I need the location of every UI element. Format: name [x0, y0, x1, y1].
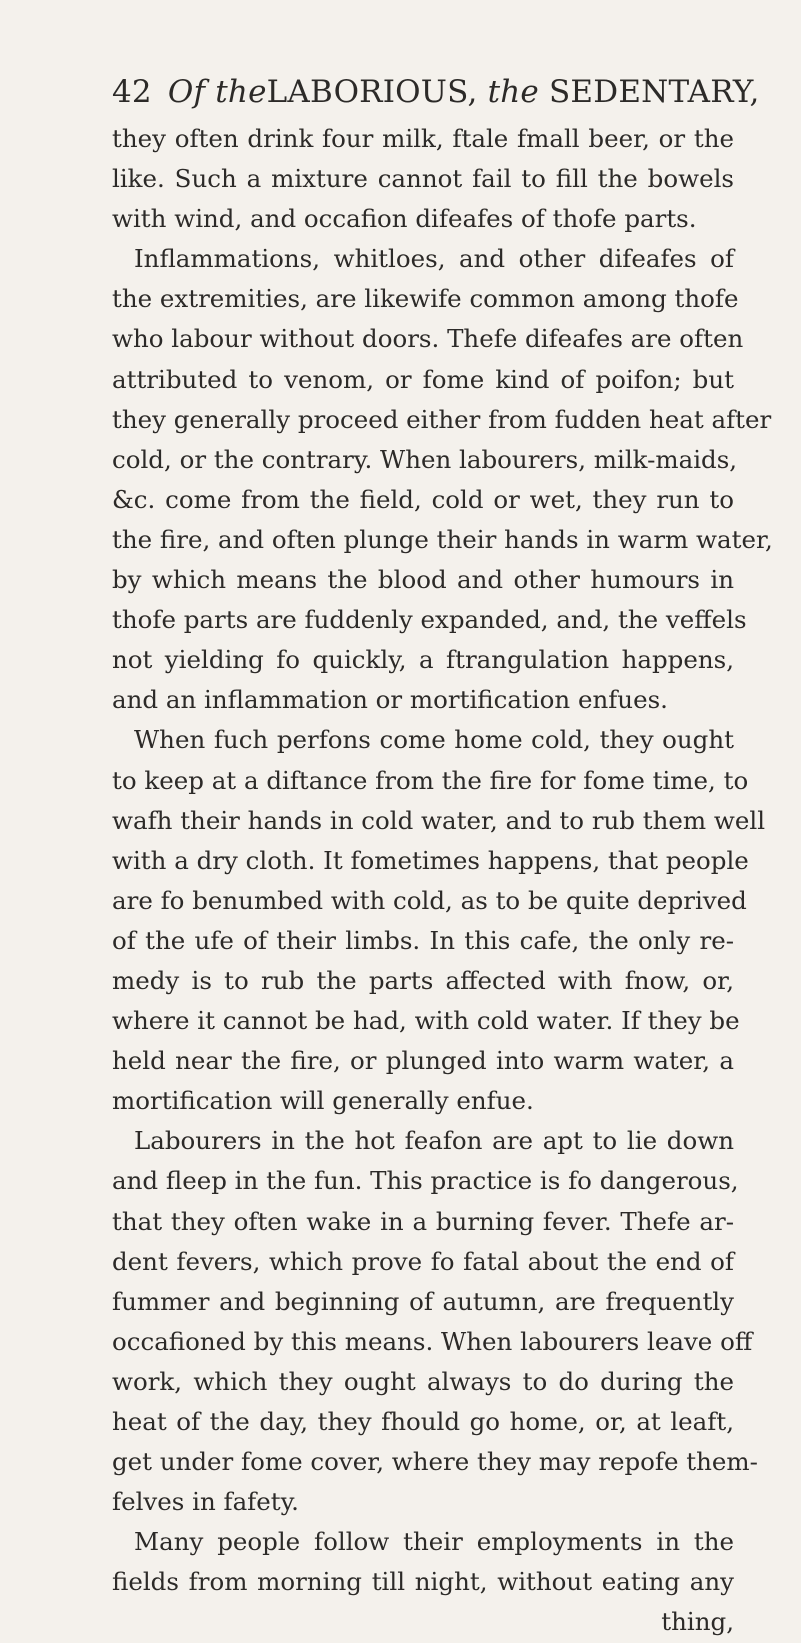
- text-line: not yielding fo quickly, a ftrangulation happens,: [112, 645, 734, 675]
- text-line: they often drink four milk, ftale fmall beer, or the: [112, 124, 734, 153]
- text-line: medy is to rub the parts affected with fnow, or,: [112, 965, 734, 995]
- text-line: who labour without doors. Thefe difeafes are often: [112, 324, 744, 354]
- text-line: get under fome cover, where they may repofe them-: [112, 1447, 758, 1477]
- text-line: and fleep in the fun. This practice is fo dangerous,: [112, 1166, 739, 1196]
- text-line: attributed to venom, or fome kind of poifon; but: [112, 364, 734, 394]
- text-line: they generally proceed either from fudden heat after: [112, 404, 772, 434]
- text-line: held near the fire, or plunged into warm water, a: [112, 1046, 734, 1076]
- text-line: of the ufe of their limbs. In this cafe, the only re-: [112, 925, 734, 955]
- text-line: wafh their hands in cold water, and to rub them well: [112, 805, 766, 835]
- page-number: 42: [112, 74, 152, 110]
- text-line: the extremities, are likewife common among thofe: [112, 284, 739, 314]
- paragraph-start: Labourers in the hot feafon are apt to lie down: [134, 1126, 734, 1156]
- text-line: cold, or the contrary. When labourers, milk-maids,: [112, 444, 738, 474]
- text-line: where it cannot be had, with cold water. If they be: [112, 1006, 740, 1036]
- catchword: thing,: [661, 1607, 734, 1637]
- text-line: thofe parts are fuddenly expanded, and, the veffels: [112, 605, 747, 635]
- text-line: mortification will generally enfue.: [112, 1086, 534, 1116]
- text-line: felves in fafety.: [112, 1487, 299, 1517]
- text-line: work, which they ought always to do during the: [112, 1366, 734, 1396]
- text-line: occafioned by this means. When labourers leave off: [112, 1326, 753, 1356]
- paragraph-start: Many people follow their employments in the: [134, 1527, 734, 1557]
- paragraph-start: Inflammations, whitloes, and other difeafes of: [134, 244, 734, 274]
- text-line: that they often wake in a burning fever. Thefe ar-: [112, 1206, 734, 1236]
- running-head-of-the: Of the: [167, 74, 267, 110]
- text-line: heat of the day, they fhould go home, or, at leaft,: [112, 1407, 734, 1436]
- text-line: with wind, and occafion difeafes of thofe parts.: [112, 204, 697, 234]
- text-line: with a dry cloth. It fometimes happens, that people: [112, 845, 749, 875]
- text-line: and an inflammation or mortification enfues.: [112, 685, 668, 715]
- text-line: dent fevers, which prove fo fatal about the end of: [112, 1246, 734, 1276]
- running-head-laborious: LABORIOUS,: [266, 74, 478, 110]
- running-head-the: the: [487, 74, 539, 110]
- text-line: to keep at a diftance from the fire for fome time, to: [112, 765, 749, 795]
- text-line: the fire, and often plunge their hands in warm water,: [112, 524, 773, 554]
- running-head-sedentary: SEDENTARY,: [549, 74, 760, 110]
- text-line: &c. come from the field, cold or wet, they run to: [112, 484, 734, 514]
- text-line: fummer and beginning of autumn, are frequently: [112, 1286, 734, 1316]
- text-line: are fo benumbed with cold, as to be quite deprived: [112, 885, 747, 915]
- text-line: fields from morning till night, without eating any: [112, 1567, 734, 1597]
- paragraph-start: When fuch perfons come home cold, they ought: [134, 725, 734, 755]
- running-head: [112, 72, 760, 112]
- text-line: like. Such a mixture cannot fail to fill the bowels: [112, 164, 734, 194]
- text-line: by which means the blood and other humours in: [112, 565, 734, 595]
- body-text: [112, 119, 773, 1643]
